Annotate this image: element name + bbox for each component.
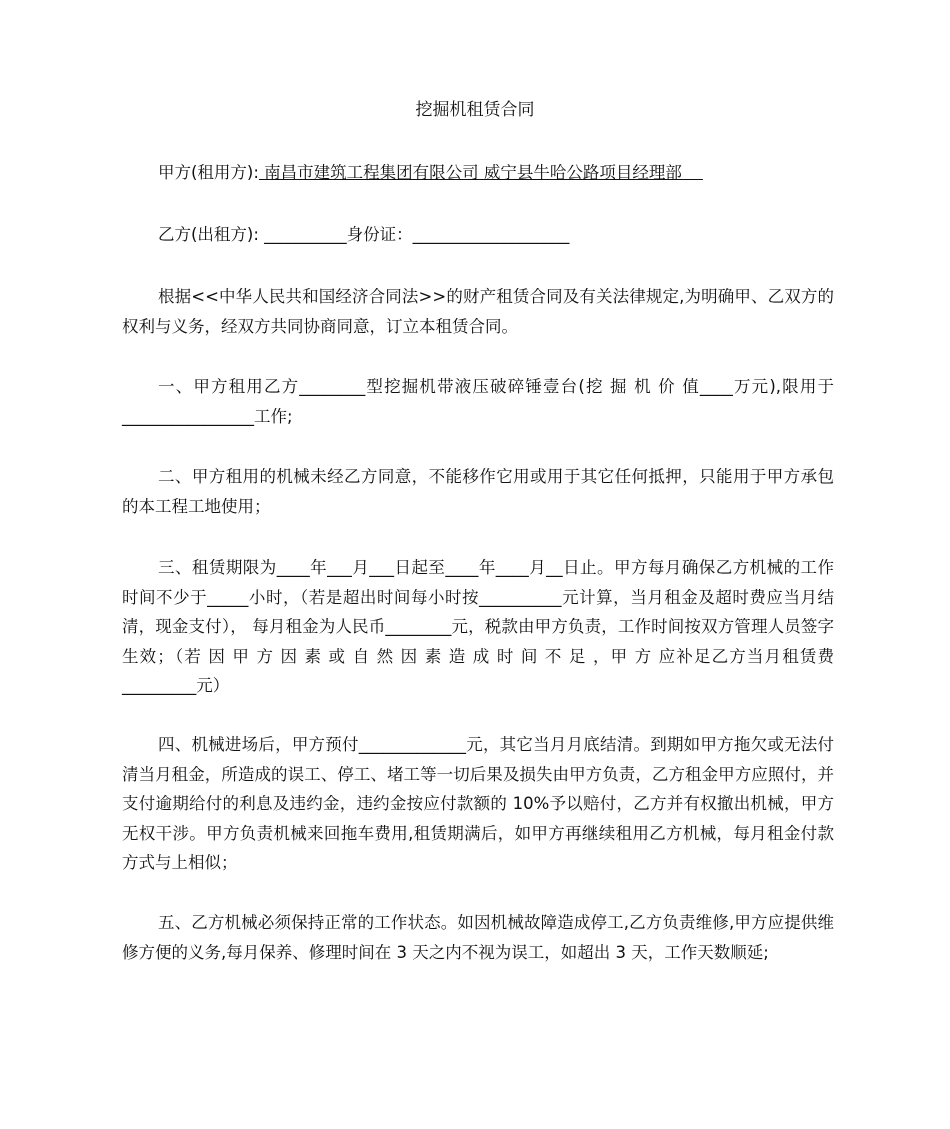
clause-1: 一、甲方租用乙方________型挖掘机带液压破碎锤壹台(挖 掘 机 价 值____万元),限用于________________工作; <box>122 377 834 426</box>
document-title: 挖掘机租赁合同 <box>415 100 535 120</box>
clause-2: 二、甲方租用的机械未经乙方同意，不能移作它用或用于其它任何抵押，只能用于甲方承包的本工程工地使用； <box>122 467 834 516</box>
clause-4: 四、机械进场后，甲方预付_____________元，其它当月月底结清。到期如甲方拖欠或无法付清当月租金，所造成的误工、停工、堵工等一切后果及损失由甲方负责，乙方租金甲方应照付，并支付逾期给付的利息及违约金，违约金按应付款额的 10%予以赔付，乙方并有权撤出机械，甲方无权干涉。甲方负责机械来回拖车费用,租赁期满后，如甲方再继续租用乙方机械，每月租金付款方式与上相似； <box>122 735 834 872</box>
party-b-line: 乙方(出租方): __________身份证：___________________ <box>158 225 570 244</box>
party-a-label: 甲方(租用方): <box>158 163 259 182</box>
party-a-value: 南昌市建筑工程集团有限公司 威宁县牛哈公路项目经理部 <box>258 163 703 182</box>
clause-3: 三、租赁期限为____年___月___日起至____年____月__日止。甲方每月确保乙方机械的工作时间不少于_____小时，（若是超出时间每小时按__________元计算，当月租金及超时费应当月结清，现金支付）， 每月租金为人民币________元，税款由甲方负责，工作时间按双方管理人员签字生效；（若 因 甲 方 因 素 或 自 然 因 素 造 成 时 间 不 足 ，甲 方 应补足乙方当月租赁费_________元） <box>122 558 834 695</box>
preamble-paragraph: 根据<<中华人民共和国经济合同法>>的财产租赁合同及有关法律规定,为明确甲、乙双方的权利与义务，经双方共同协商同意，订立本租赁合同。 <box>122 287 834 336</box>
clause-5: 五、乙方机械必须保持正常的工作状态。如因机械故障造成停工,乙方负责维修,甲方应提供维修方便的义务,每月保养、修理时间在 3 天之内不视为误工，如超出 3 天，工作天数顺延; <box>122 913 834 962</box>
party-a-line <box>122 158 870 187</box>
